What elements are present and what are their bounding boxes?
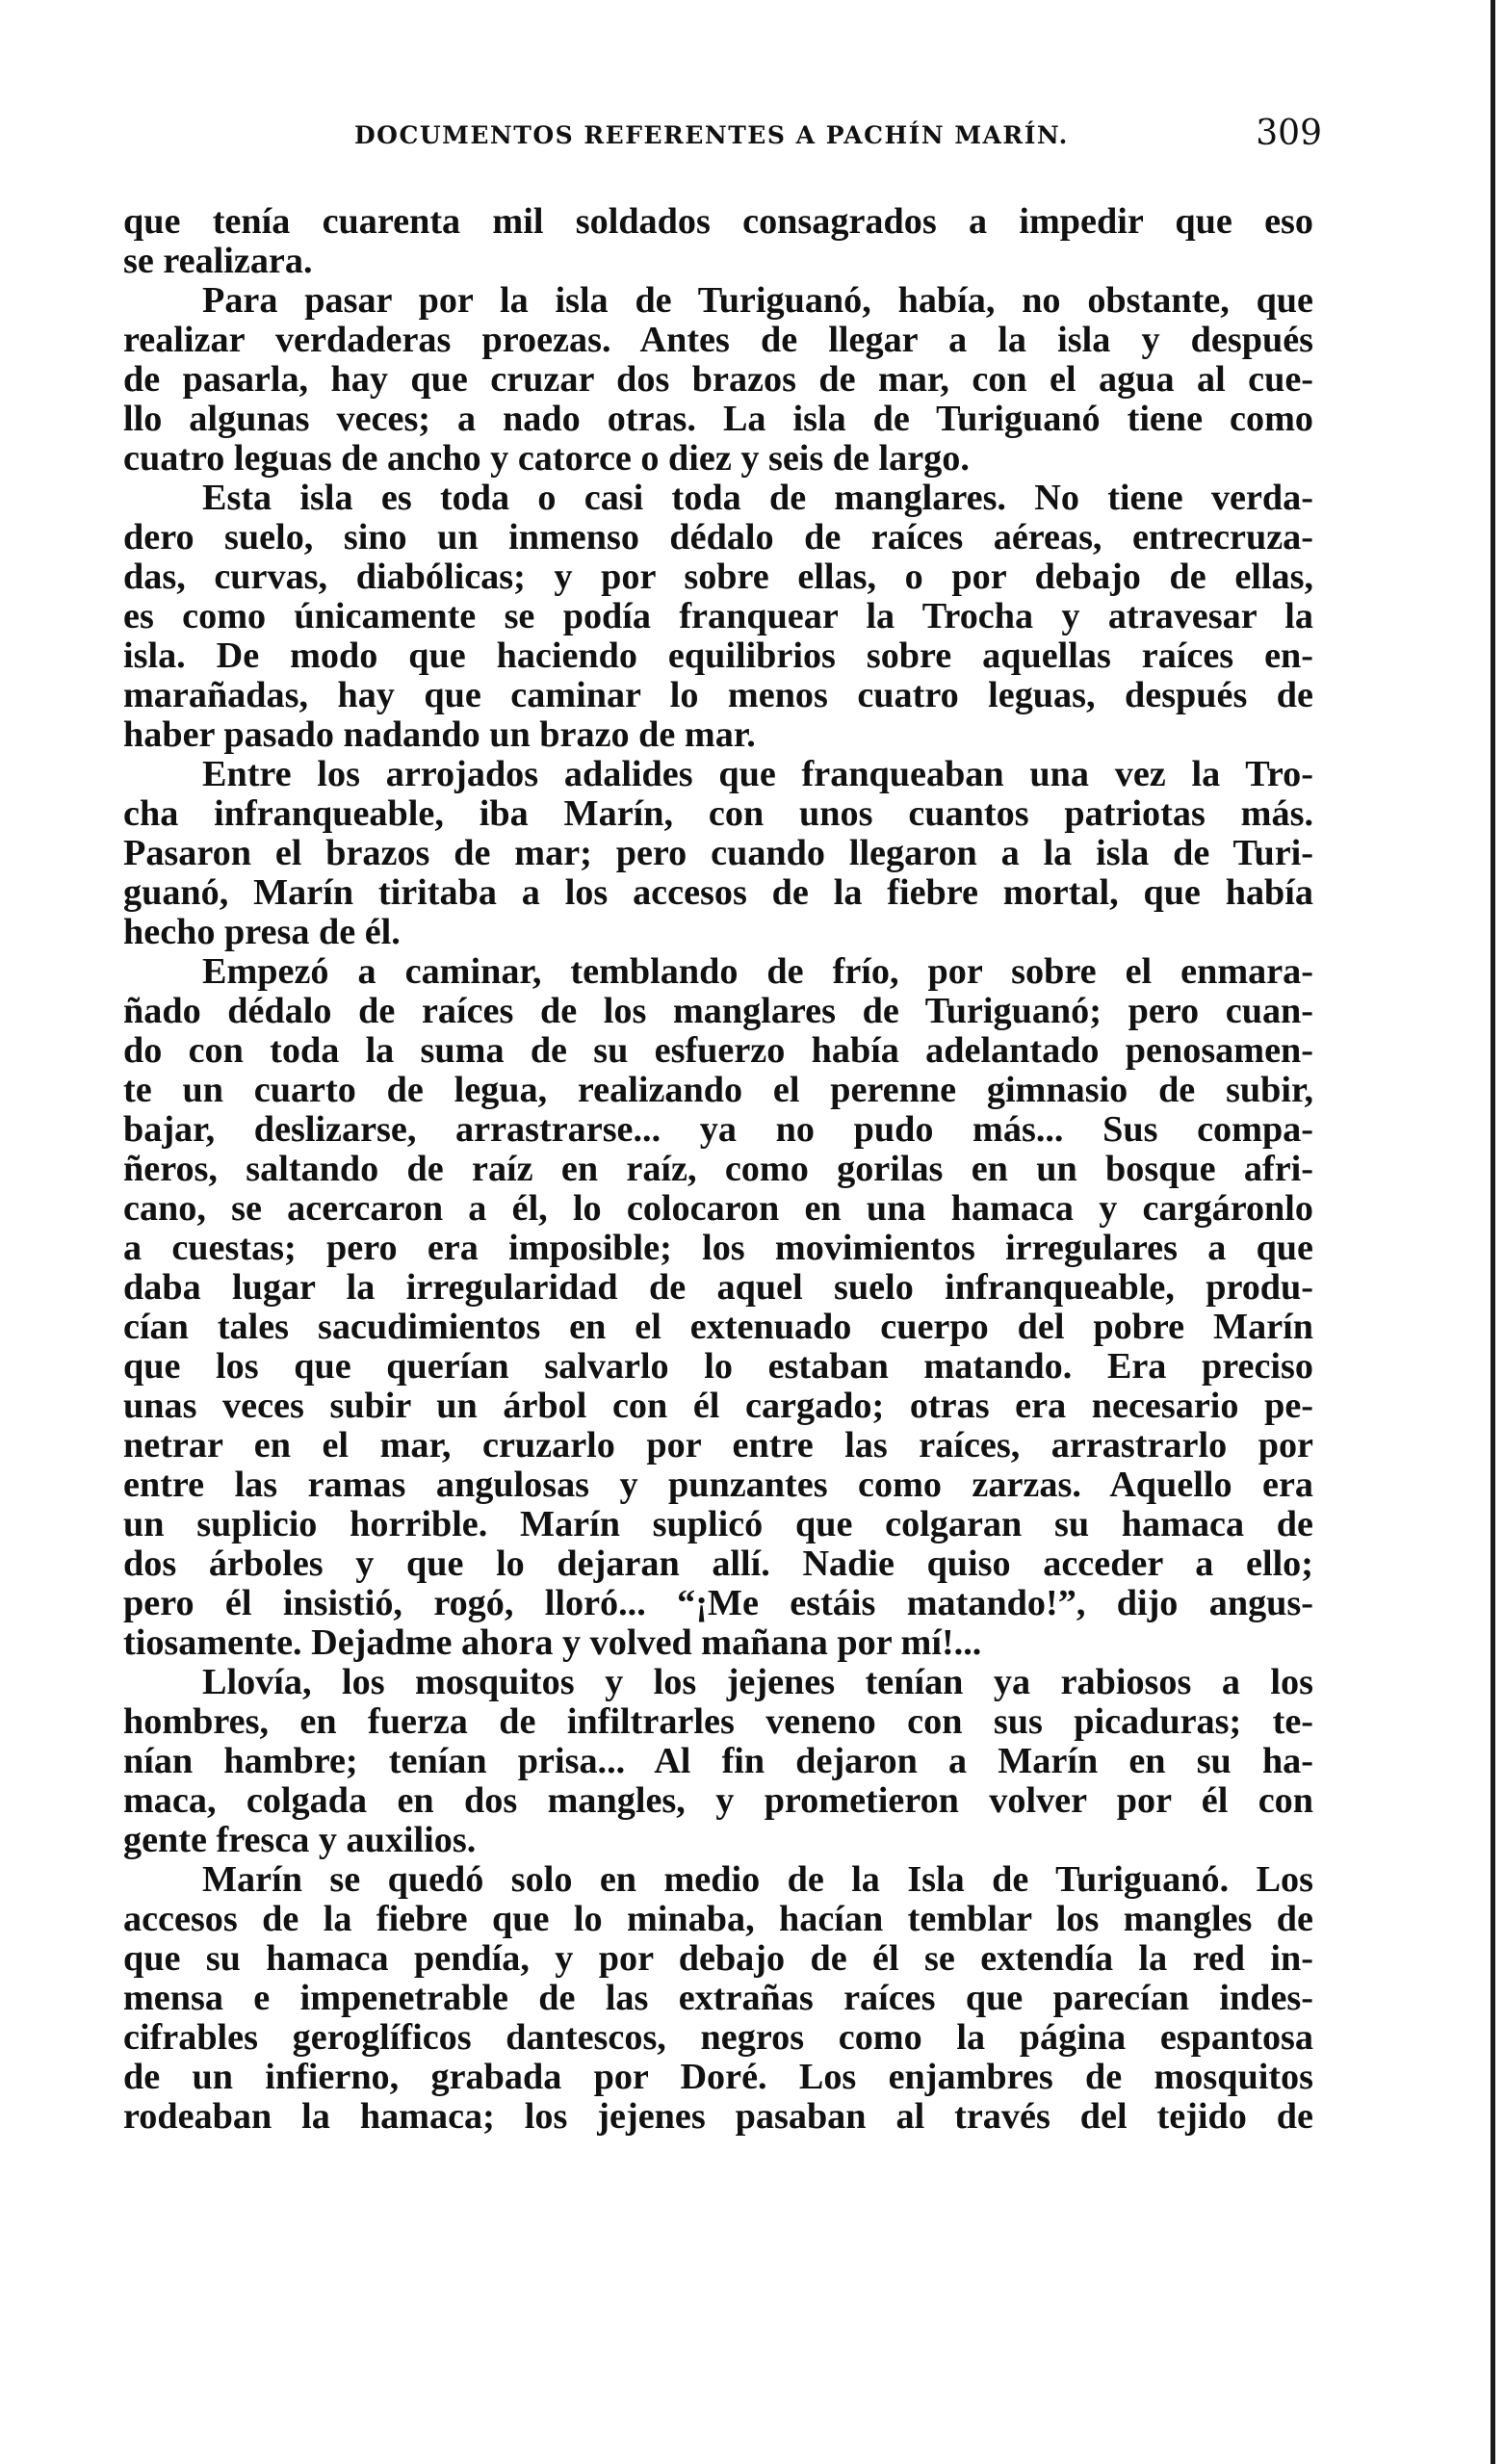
text-line: accesos de la fiebre que lo minaba, hacían temblar los mangles de — [123, 1899, 1313, 1939]
text-line: unas veces subir un árbol con él cargado; otras era necesario pe- — [123, 1386, 1313, 1426]
text-line: cano, se acercaron a él, lo colocaron en una hamaca y cargáronlo — [123, 1188, 1313, 1229]
text-line: bajar, deslizarse, arrastrarse... ya no pudo más... Sus compa- — [123, 1109, 1313, 1150]
text-line: Pasaron el brazos de mar; pero cuando llegaron a la isla de Turi- — [123, 833, 1313, 873]
text-line: te un cuarto de legua, realizando el perenne gimnasio de subir, — [123, 1070, 1313, 1110]
text-line: cifrables geroglíficos dantescos, negros como la página espantosa — [123, 2017, 1313, 2058]
text-line: hecho presa de él. — [123, 912, 401, 952]
text-line: a cuestas; pero era imposible; los movimientos irregulares a que — [123, 1228, 1313, 1268]
text-line: de pasarla, hay que cruzar dos brazos de mar, con el agua al cue- — [123, 359, 1313, 400]
text-line: dero suelo, sino un inmenso dédalo de raíces aéreas, entrecruza- — [123, 517, 1313, 558]
text-line: un suplicio horrible. Marín suplicó que colgaran su hamaca de — [123, 1504, 1313, 1544]
text-line: isla. De modo que haciendo equilibrios sobre aquellas raíces en- — [123, 635, 1313, 676]
paragraph-first-line: Para pasar por la isla de Turiguanó, había, no obstante, que — [202, 280, 1313, 321]
text-line: haber pasado nadando un brazo de mar. — [123, 714, 756, 755]
text-line: cha infranqueable, iba Marín, con unos cuantos patriotas más. — [123, 793, 1313, 834]
text-line: dos árboles y que lo dejaran allí. Nadie quiso acceder a ello; — [123, 1543, 1313, 1584]
text-line: que su hamaca pendía, y por debajo de él se extendía la red in- — [123, 1938, 1313, 1979]
text-line: maca, colgada en dos mangles, y prometieron volver por él con — [123, 1780, 1313, 1821]
text-line: tiosamente. Dejadme ahora y volved mañana por mí!... — [123, 1622, 982, 1663]
text-line: guanó, Marín tiritaba a los accesos de la fiebre mortal, que había — [123, 872, 1313, 913]
text-line: gente fresca y auxilios. — [123, 1820, 477, 1860]
text-line: llo algunas veces; a nado otras. La isla de Turiguanó tiene como — [123, 399, 1313, 439]
text-line: marañadas, hay que caminar lo menos cuatro leguas, después de — [123, 675, 1313, 715]
paragraph-first-line: Entre los arrojados adalides que franqueaban una vez la Tro- — [202, 754, 1313, 794]
running-title: DOCUMENTOS REFERENTES A PACHÍN MARÍN. — [354, 121, 1069, 149]
text-line: daba lugar la irregularidad de aquel suelo infranqueable, produ- — [123, 1267, 1313, 1308]
text-line: realizar verdaderas proezas. Antes de llegar a la isla y después — [123, 320, 1313, 360]
text-line: que los que querían salvarlo lo estaban matando. Era preciso — [123, 1346, 1313, 1387]
page-number: 309 — [1256, 114, 1322, 153]
text-line: que tenía cuarenta mil soldados consagrados a impedir que eso — [123, 201, 1313, 242]
body-text — [123, 202, 1313, 2137]
text-line: entre las ramas angulosas y punzantes como zarzas. Aquello era — [123, 1465, 1313, 1505]
paragraph-first-line: Esta isla es toda o casi toda de manglares. No tiene verda- — [202, 478, 1313, 518]
page-edge-rule — [1491, 0, 1495, 2464]
text-line: netrar en el mar, cruzarlo por entre las raíces, arrastrarlo por — [123, 1425, 1313, 1465]
paragraph-first-line: Llovía, los mosquitos y los jejenes tenían ya rabiosos a los — [202, 1662, 1313, 1702]
text-line: es como únicamente se podía franquear la Trocha y atravesar la — [123, 596, 1313, 636]
text-line: cían tales sacudimientos en el extenuado cuerpo del pobre Marín — [123, 1307, 1313, 1347]
text-line: hombres, en fuerza de infiltrarles veneno con sus picaduras; te- — [123, 1701, 1313, 1742]
running-head — [123, 114, 1322, 160]
paragraph-first-line: Empezó a caminar, temblando de frío, por sobre el enmara- — [202, 951, 1313, 992]
text-line: ñeros, saltando de raíz en raíz, como gorilas en un bosque afri- — [123, 1149, 1313, 1189]
text-line: do con toda la suma de su esfuerzo había adelantado penosamen- — [123, 1030, 1313, 1071]
text-line: ñado dédalo de raíces de los manglares de Turiguanó; pero cuan- — [123, 991, 1313, 1031]
text-line: cuatro leguas de ancho y catorce o diez y seis de largo. — [123, 438, 970, 479]
text-line: de un infierno, grabada por Doré. Los enjambres de mosquitos — [123, 2057, 1313, 2097]
text-line: se realizara. — [123, 241, 313, 281]
text-line: nían hambre; tenían prisa... Al fin dejaron a Marín en su ha- — [123, 1741, 1313, 1781]
text-line: pero él insistió, rogó, lloró... “¡Me estáis matando!”, dijo angus- — [123, 1583, 1313, 1623]
text-line: mensa e impenetrable de las extrañas raíces que parecían indes- — [123, 1978, 1313, 2018]
paragraph-first-line: Marín se quedó solo en medio de la Isla de Turiguanó. Los — [202, 1859, 1313, 1900]
text-line: rodeaban la hamaca; los jejenes pasaban al través del tejido de — [123, 2096, 1313, 2137]
text-line: das, curvas, diabólicas; y por sobre ellas, o por debajo de ellas, — [123, 557, 1313, 597]
